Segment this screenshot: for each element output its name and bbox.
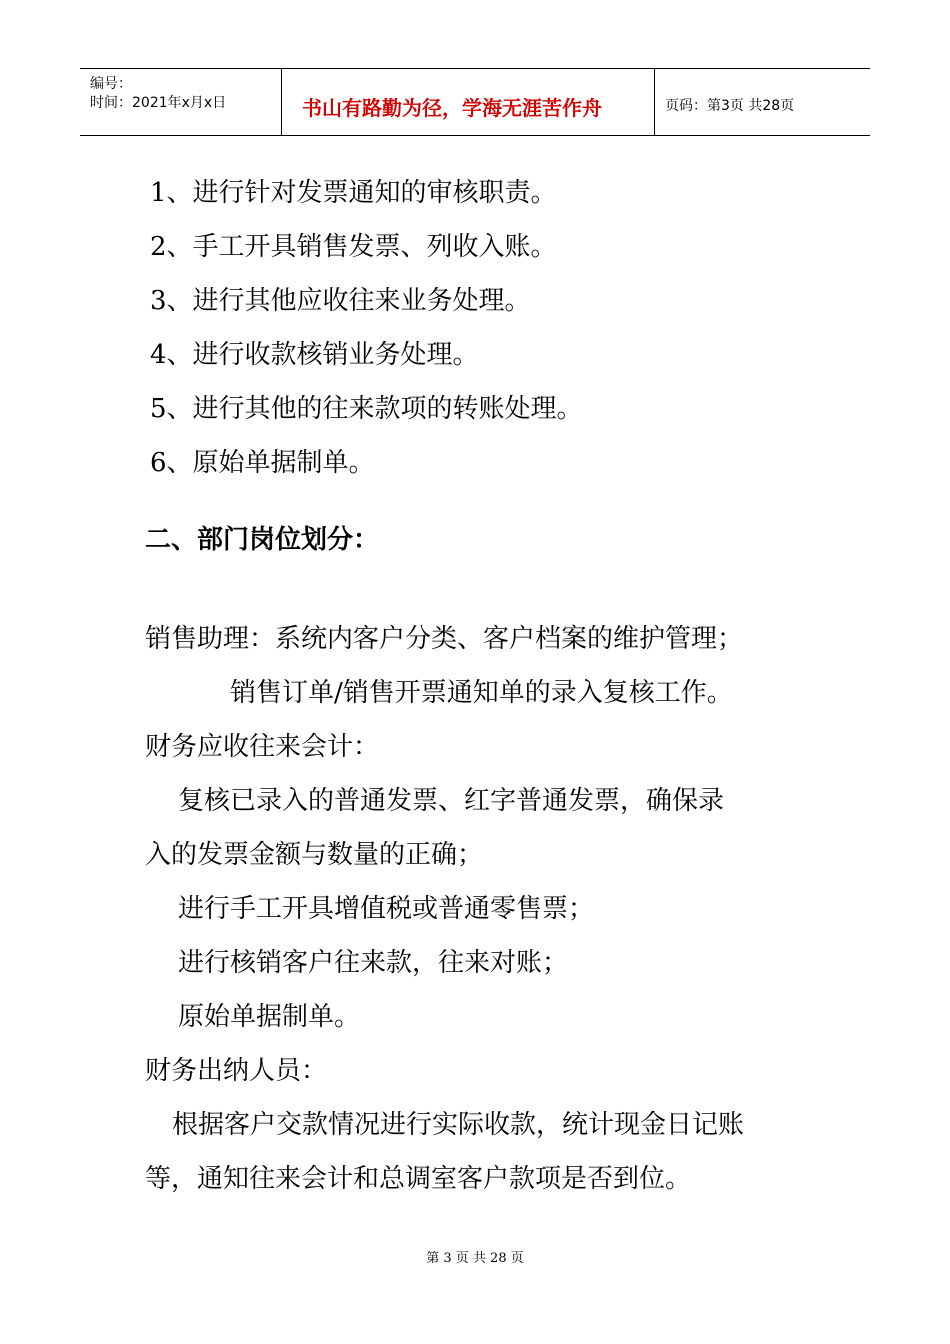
document-date-label: 时间：2021年x月x日 (90, 95, 227, 111)
body-line: 进行核销客户往来款，往来对账； (178, 948, 569, 978)
list-item: 3、进行其他应收往来业务处理。 (150, 286, 531, 316)
list-item: 6、原始单据制单。 (150, 448, 375, 478)
body-line: 进行手工开具增值税或普通零售票； (178, 894, 595, 924)
header-motto: 书山有路勤为径，学海无涯苦作舟 (302, 96, 602, 120)
section-heading: 二、部门岗位划分： (145, 525, 380, 555)
body-line: 入的发票金额与数量的正确； (145, 840, 484, 870)
list-item: 4、进行收款核销业务处理。 (150, 340, 479, 370)
body-line: 等，通知往来会计和总调室客户款项是否到位。 (145, 1164, 692, 1194)
list-item: 1、进行针对发票通知的审核职责。 (150, 178, 557, 208)
page-header (80, 68, 870, 136)
document-number-label: 编号： (90, 76, 132, 92)
list-item: 2、手工开具销售发票、列收入账。 (150, 232, 557, 262)
body-line: 根据客户交款情况进行实际收款，统计现金日记账 (172, 1110, 745, 1140)
header-meta (80, 69, 282, 135)
header-page-info: 页码：第3页 共28页 (665, 98, 795, 114)
body-line: 原始单据制单。 (178, 1002, 361, 1032)
body-line: 销售助理：系统内客户分类、客户档案的维护管理； (145, 624, 744, 654)
header-page-cell (655, 69, 870, 135)
body-line: 销售订单/销售开票通知单的录入复核工作。 (230, 678, 733, 708)
page-footer: 第 3 页 共 28 页 (426, 1251, 524, 1266)
body-line: 财务出纳人员： (145, 1056, 328, 1086)
header-motto-cell (282, 69, 655, 135)
list-item: 5、进行其他的往来款项的转账处理。 (150, 394, 583, 424)
body-line: 财务应收往来会计： (145, 732, 380, 762)
body-line: 复核已录入的普通发票、红字普通发票，确保录 (178, 786, 725, 816)
